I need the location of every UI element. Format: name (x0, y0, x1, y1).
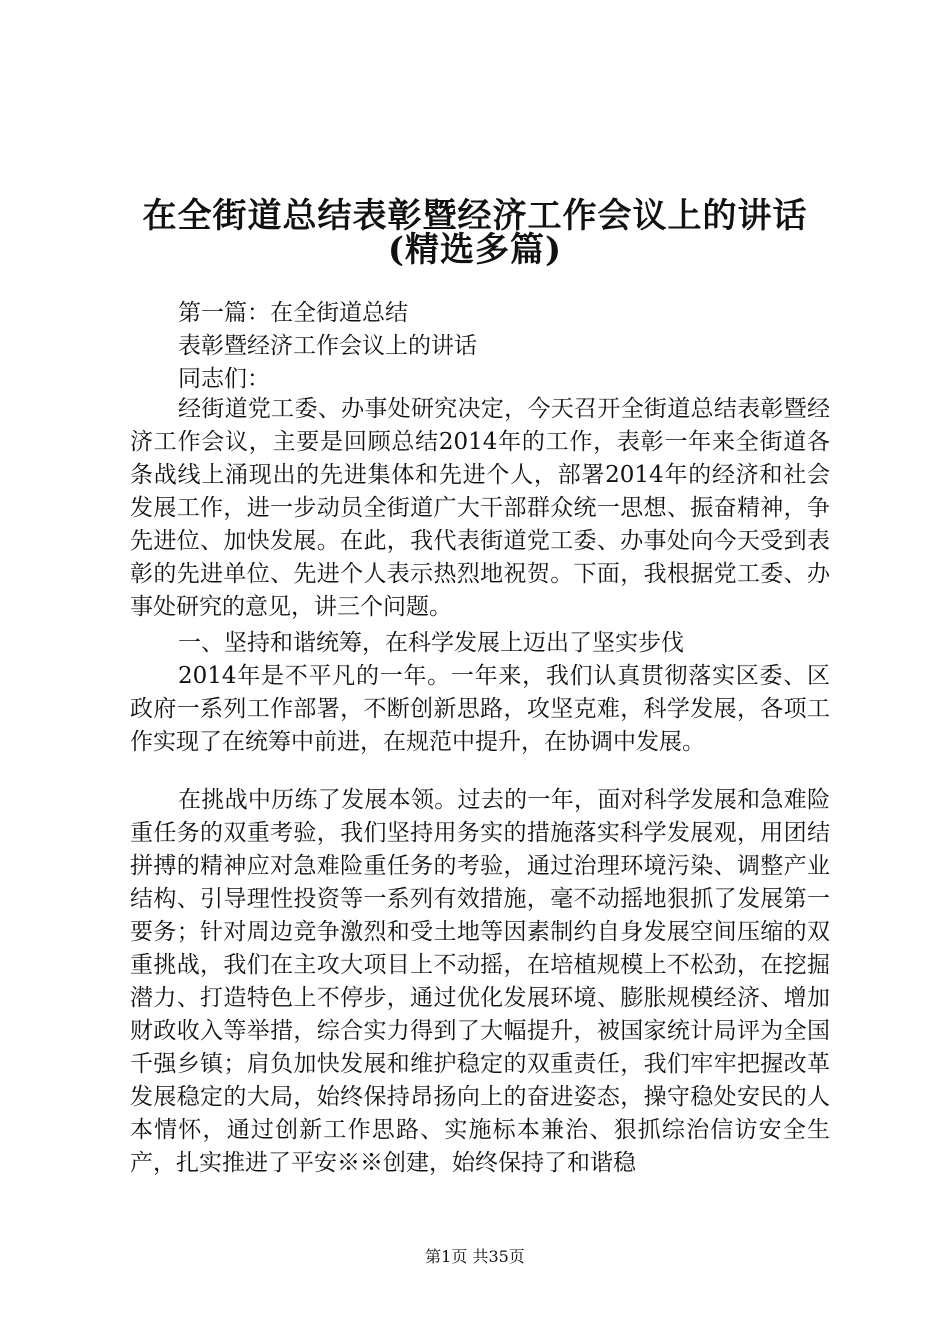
heading-line1: 第一篇：在全街道总结 (178, 300, 408, 326)
heading-line2: 表彰暨经济工作会议上的讲话 (178, 333, 477, 359)
paragraph-1: 经街道党工委、办事处研究决定，今天召开全街道总结表彰暨经济工作会议，主要是回顾总结2014年的工作，表彰一年来全街道各条战线上涌现出的先进集体和先进个人，部署2014年的经济和社会发展工作，进一步动员全街道广大干部群众统一思想、振奋精神，争先进位、加快发展。在此，我代表街道党工委、办事处向今天受到表彰的先进单位、先进个人表示热烈地祝贺。下面，我根据党工委、办事处研究的意见，讲三个问题。 (130, 396, 830, 620)
document-title-line2: (精选多篇) (387, 230, 563, 270)
page-footer: 第1页 共35页 (425, 1247, 525, 1266)
document-heading (130, 297, 830, 396)
section-heading-1 (130, 627, 830, 660)
paragraph-3: 在挑战中历练了发展本领。过去的一年，面对科学发展和急难险重任务的双重考验，我们坚持用务实的措施落实科学发展观，用团结拼搏的精神应对急难险重任务的考验，通过治理环境污染、调整产业结构、引导理性投资等一系列有效措施，毫不动摇地狠抓了发展第一要务；针对周边竞争激烈和受土地等因素制约自身发展空间压缩的双重挑战，我们在主攻大项目上不动摇，在培植规模上不松劲，在挖掘潜力、打造特色上不停步，通过优化发展环境、膨胀规模经济、增加财政收入等举措，综合实力得到了大幅提升，被国家统计局评为全国千强乡镇；肩负加快发展和维护稳定的双重责任，我们牢牢把握改革发展稳定的大局，始终保持昂扬向上的奋进姿态，操守稳处安民的人本情怀，通过创新工作思路、实施标本兼治、狠抓综治信访安全生产，扎实推进了平安※※创建，始终保持了和谐稳 (130, 787, 830, 1176)
salutation: 同志们： (178, 366, 270, 392)
document-title-line1: 在全街道总结表彰暨经济工作会议上的讲话 (142, 196, 808, 236)
paragraph-2: 2014年是不平凡的一年。一年来，我们认真贯彻落实区委、区政府一系列工作部署，不断创新思路，攻坚克难，科学发展，各项工作实现了在统筹中前进，在规范中提升，在协调中发展。 (130, 663, 830, 755)
section-heading-text: 一、坚持和谐统筹，在科学发展上迈出了坚实步伐 (178, 630, 684, 656)
